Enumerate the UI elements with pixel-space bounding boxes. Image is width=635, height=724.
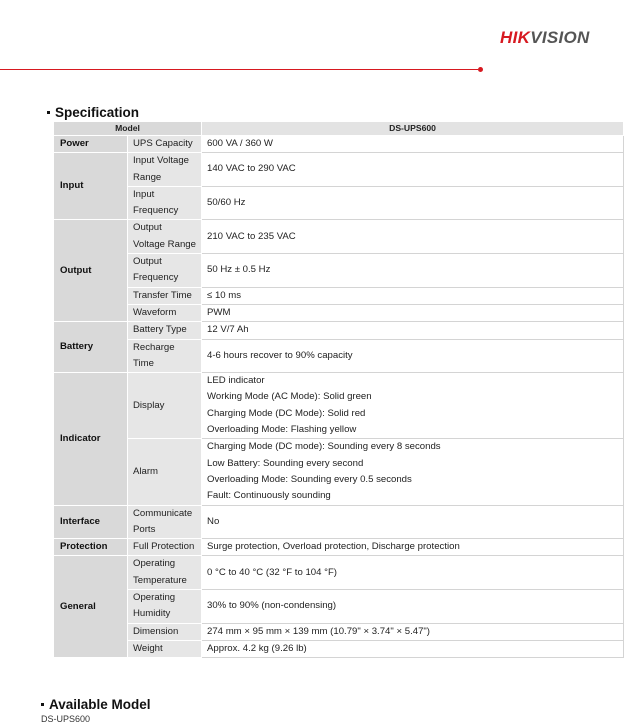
spec-name: Transfer Time: [128, 287, 202, 304]
category-battery: Battery: [54, 322, 128, 373]
table-row: [54, 640, 624, 657]
bullet-icon: [41, 703, 44, 706]
category-general: General: [54, 556, 128, 658]
header-divider-dot: [478, 67, 483, 72]
spec-name: Operating Temperature: [128, 556, 202, 590]
value-line: Charging Mode (DC mode): Sounding every 8 seconds: [207, 441, 441, 453]
category-indicator: Indicator: [54, 373, 128, 505]
spec-name: Weight: [128, 640, 202, 657]
spec-name: Display: [128, 373, 202, 439]
spec-name: Recharge Time: [128, 339, 202, 373]
category-output: Output: [54, 220, 128, 322]
spec-value: Surge protection, Overload protection, Discharge protection: [202, 539, 624, 556]
spec-value: 4-6 hours recover to 90% capacity: [202, 339, 624, 373]
spec-value: 50 Hz ± 0.5 Hz: [202, 254, 624, 288]
spec-value: 0 °C to 40 °C (32 °F to 104 °F): [202, 556, 624, 590]
spec-name: Waveform: [128, 304, 202, 321]
spec-value-display: [202, 373, 624, 439]
spec-name: Dimension: [128, 623, 202, 640]
spec-value: ≤ 10 ms: [202, 287, 624, 304]
available-model-heading: Available Model: [41, 697, 151, 712]
category-input: Input: [54, 153, 128, 220]
header-model: Model: [54, 122, 202, 136]
value-line: Working Mode (AC Mode): Solid green: [207, 391, 372, 403]
value-line: LED indicator: [207, 375, 265, 387]
spec-name: Input Voltage Range: [128, 153, 202, 187]
spec-name: Battery Type: [128, 322, 202, 339]
spec-name: Output Frequency: [128, 254, 202, 288]
table-row: [54, 339, 624, 373]
table-row: [54, 373, 624, 439]
table-row: [54, 186, 624, 220]
value-line: Overloading Mode: Sounding every 0.5 seconds: [207, 473, 412, 485]
table-row: [54, 322, 624, 339]
value-line: Charging Mode (DC Mode): Solid red: [207, 407, 366, 419]
table-row: [54, 287, 624, 304]
spec-value: 30% to 90% (non-condensing): [202, 590, 624, 624]
spec-value: 274 mm × 95 mm × 139 mm (10.79" × 3.74" × 5.47"): [202, 623, 624, 640]
spec-value: Approx. 4.2 kg (9.26 lb): [202, 640, 624, 657]
table-row: [54, 556, 624, 590]
table-row: [54, 590, 624, 624]
table-row: [54, 153, 624, 187]
category-interface: Interface: [54, 505, 128, 539]
spec-name: Full Protection: [128, 539, 202, 556]
spec-value-alarm: [202, 439, 624, 505]
value-line: Overloading Mode: Flashing yellow: [207, 424, 357, 436]
spec-name: Communicate Ports: [128, 505, 202, 539]
specification-heading: Specification: [47, 105, 139, 120]
available-model-item: DS-UPS600: [41, 714, 91, 724]
value-line: Fault: Continuously sounding: [207, 490, 331, 502]
category-power: Power: [54, 136, 128, 153]
spec-value: 600 VA / 360 W: [202, 136, 624, 153]
table-row: [54, 505, 624, 539]
spec-value: 140 VAC to 290 VAC: [202, 153, 624, 187]
table-row: [54, 539, 624, 556]
table-row: [54, 220, 624, 254]
value-line: Low Battery: Sounding every second: [207, 457, 364, 469]
spec-value: No: [202, 505, 624, 539]
spec-name: Output Voltage Range: [128, 220, 202, 254]
table-row: [54, 623, 624, 640]
table-row: [54, 254, 624, 288]
header-divider: [0, 69, 478, 70]
header-model-name: DS-UPS600: [202, 122, 624, 136]
specification-table: [53, 121, 624, 658]
table-row: [54, 304, 624, 321]
spec-value: 50/60 Hz: [202, 186, 624, 220]
table-header-row: [54, 122, 624, 136]
bullet-icon: [47, 111, 50, 114]
table-row: [54, 439, 624, 505]
spec-value: 210 VAC to 235 VAC: [202, 220, 624, 254]
spec-name: Operating Humidity: [128, 590, 202, 624]
table-row: [54, 136, 624, 153]
spec-value: 12 V/7 Ah: [202, 322, 624, 339]
category-protection: Protection: [54, 539, 128, 556]
spec-value: PWM: [202, 304, 624, 321]
spec-name: Input Frequency: [128, 186, 202, 220]
spec-name: Alarm: [128, 439, 202, 505]
hikvision-logo: HIKVISION: [500, 28, 590, 47]
spec-name: UPS Capacity: [128, 136, 202, 153]
